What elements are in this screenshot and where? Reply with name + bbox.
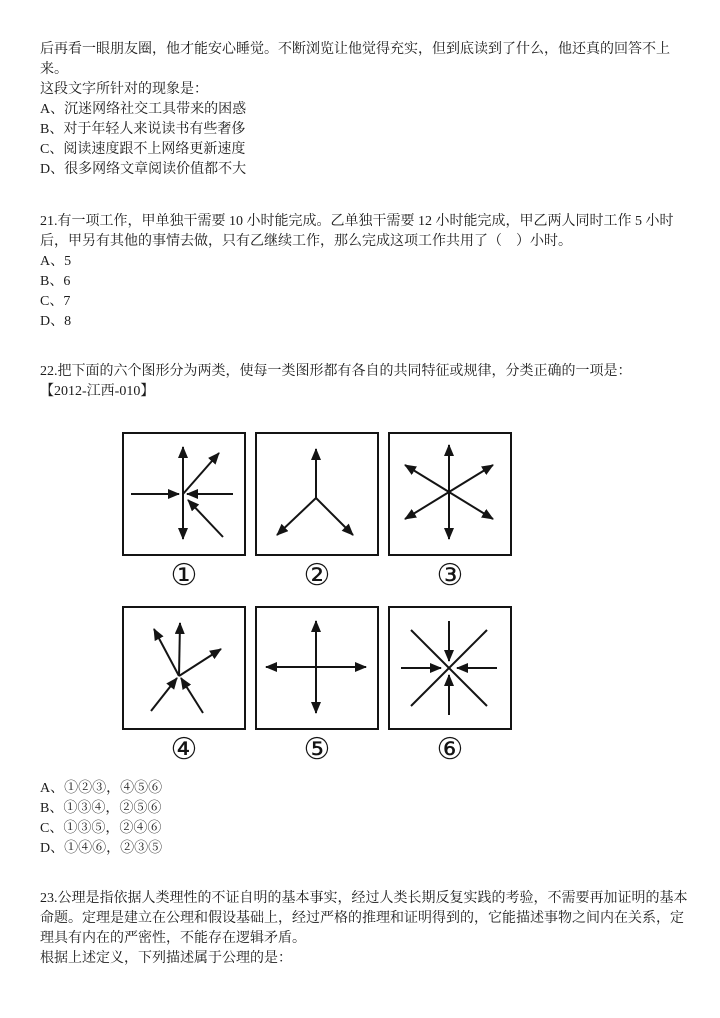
question-20-option-d: D、很多网络文章阅读价值都不大 <box>40 162 247 177</box>
question-21-option-d: D、8 <box>40 314 72 329</box>
figure-1-arrows-graphic <box>124 434 244 554</box>
figure-1-label: ① <box>170 558 198 593</box>
figure-3-arrows-graphic <box>390 434 510 554</box>
question-20-block <box>40 40 692 180</box>
figure-cell-6 <box>388 606 512 766</box>
question-22-option-c: C、①③⑤，②④⑥ <box>40 821 162 836</box>
figure-cell-5 <box>255 606 379 766</box>
figure-5-arrows-graphic <box>257 608 377 728</box>
figure-box-2 <box>255 432 379 556</box>
question-21-option-b: B、6 <box>40 274 71 289</box>
question-22-options-block <box>40 779 692 859</box>
figure-box-3 <box>388 432 512 556</box>
figure-grid-row-1 <box>122 432 512 592</box>
question-21-option-c: C、7 <box>40 294 71 309</box>
figure-6-label: ⑥ <box>436 732 464 767</box>
question-22-option-a: A、①②③，④⑤⑥ <box>40 781 163 796</box>
figure-4-label: ④ <box>170 732 198 767</box>
question-21-option-a: A、5 <box>40 254 72 269</box>
question-22-stem: 22.把下面的六个图形分为两类，使每一类图形都有各自的共同特征或规律，分类正确的一项是： <box>40 364 632 379</box>
question-22-source-tag: 【2012-江西-010】 <box>40 384 155 399</box>
question-20-prompt: 这段文字所针对的现象是： <box>40 82 208 97</box>
question-20-option-b: B、对于年轻人来说读书有些奢侈 <box>40 122 246 137</box>
figure-box-6 <box>388 606 512 730</box>
question-22-option-d: D、①④⑥，②③⑤ <box>40 841 163 856</box>
question-20-option-c: C、阅读速度跟不上网络更新速度 <box>40 142 246 157</box>
figure-4-arrows-graphic <box>124 608 244 728</box>
figure-6-arrows-graphic <box>390 608 510 728</box>
figure-box-5 <box>255 606 379 730</box>
question-22-option-b: B、①③④，②⑤⑥ <box>40 801 162 816</box>
figure-grid-row-2 <box>122 606 512 766</box>
question-21-block <box>40 212 692 332</box>
question-23-block <box>40 889 692 969</box>
question-23-stem: 23.公理是指依据人类理性的不证自明的基本事实，经过人类长期反复实践的考验，不需要再加证明的基本命题。定理是建立在公理和假设基础上，经过严格的推理和证明得到的，它能描述事物之间内在关系，定理具有内在的严密性，不能存在逻辑矛盾。 <box>40 891 688 946</box>
figure-box-1 <box>122 432 246 556</box>
figure-2-label: ② <box>303 558 331 593</box>
question-20-tail-text: 后再看一眼朋友圈，他才能安心睡觉。不断浏览让他觉得充实，但到底读到了什么，他还真的回答不上来。 <box>40 42 670 77</box>
question-22-figure-grid <box>122 432 512 766</box>
figure-5-label: ⑤ <box>303 732 331 767</box>
figure-box-4 <box>122 606 246 730</box>
question-20-option-a: A、沉迷网络社交工具带来的困惑 <box>40 102 247 117</box>
figure-cell-1 <box>122 432 246 592</box>
figure-2-arrows-graphic <box>257 434 377 554</box>
question-23-prompt: 根据上述定义，下列描述属于公理的是： <box>40 951 292 966</box>
figure-cell-4 <box>122 606 246 766</box>
figure-cell-2 <box>255 432 379 592</box>
figure-3-label: ③ <box>436 558 464 593</box>
question-22-stem-block <box>40 362 692 402</box>
question-21-stem: 21.有一项工作，甲单独干需要 10 小时能完成。乙单独干需要 12 小时能完成，甲乙两人同时工作 5 小时后，甲另有其他的事情去做，只有乙继续工作，那么完成这项工作共用了（ ）小时。 <box>40 214 674 249</box>
figure-cell-3 <box>388 432 512 592</box>
